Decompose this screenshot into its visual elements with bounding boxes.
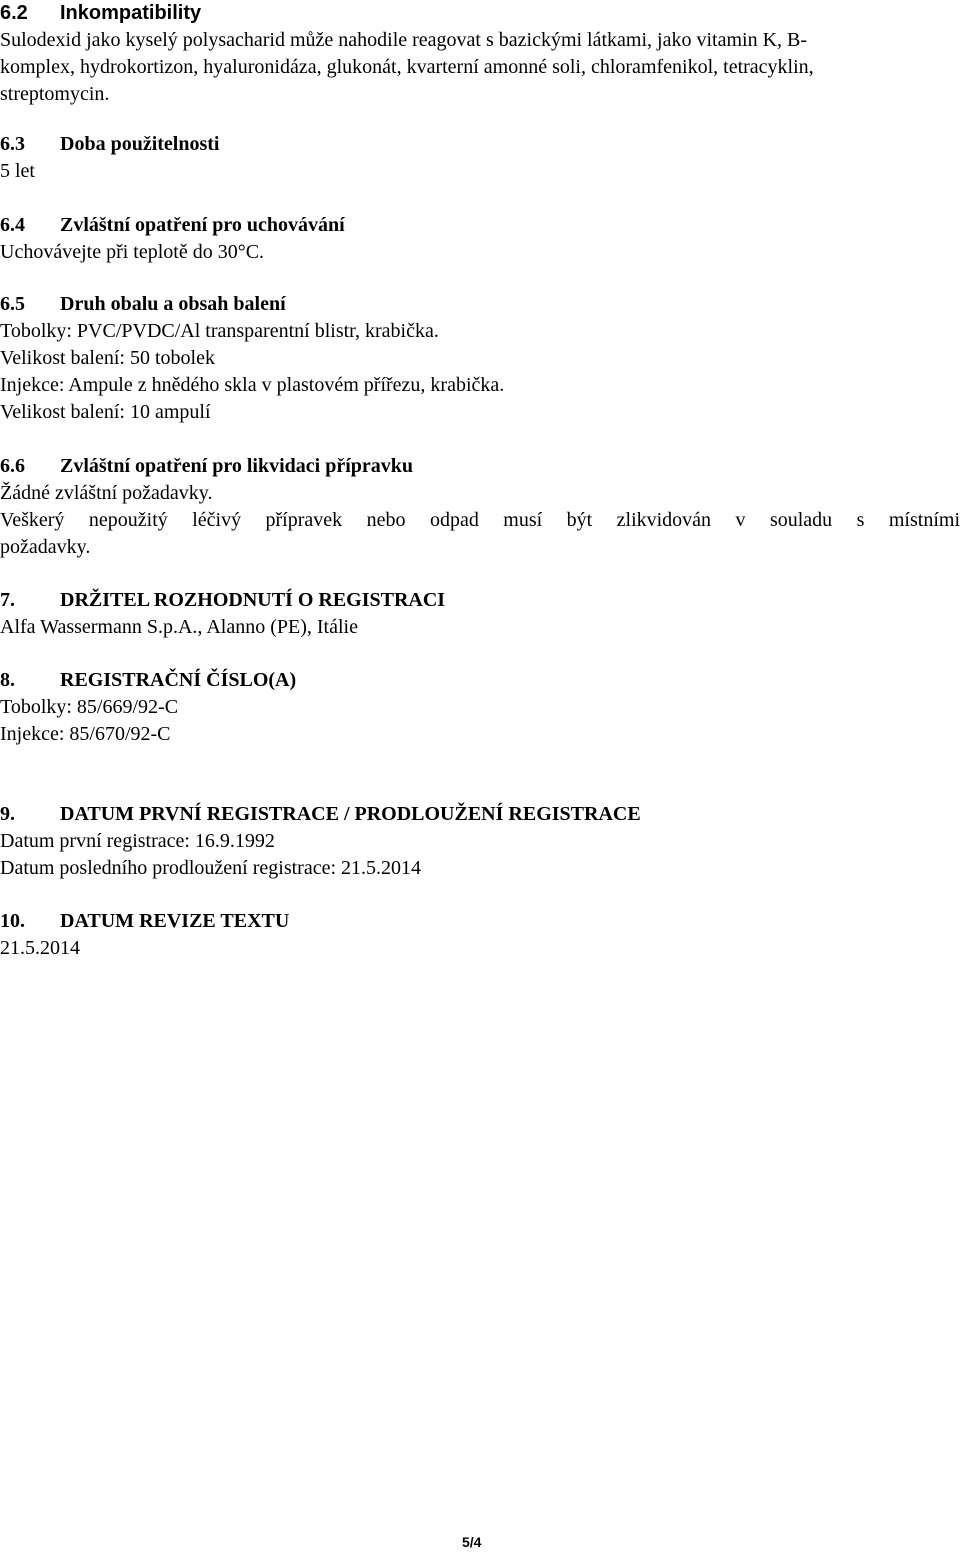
section-number: 6.3: [0, 133, 25, 155]
section-6-5: [0, 291, 960, 426]
section-heading: [0, 587, 960, 614]
section-number: 10.: [0, 910, 25, 932]
section-number: 6.2: [0, 2, 28, 24]
body-text-line: streptomycin.: [0, 83, 110, 105]
section-number: 9.: [0, 803, 15, 825]
body-text-line: komplex, hydrokortizon, hyaluronidáza, glukonát, kvarterní amonné soli, chloramfenikol, tetracyklin,: [0, 56, 814, 78]
section-7: [0, 587, 960, 641]
section-heading: [0, 291, 960, 318]
section-6-3: [0, 131, 960, 185]
body-text-line: 21.5.2014: [0, 937, 80, 959]
section-title: DATUM REVIZE TEXTU: [60, 910, 290, 932]
section-title: DATUM PRVNÍ REGISTRACE / PRODLOUŽENÍ REGISTRACE: [60, 803, 641, 825]
section-number: 6.6: [0, 455, 25, 477]
section-title: Zvláštní opatření pro uchovávání: [60, 214, 345, 236]
section-6-2: [0, 0, 960, 108]
section-heading: [0, 131, 960, 158]
body-text-line: Injekce: Ampule z hnědého skla v plastovém přířezu, krabička.: [0, 374, 505, 396]
section-number: 6.4: [0, 214, 25, 236]
section-heading: [0, 453, 960, 480]
section-heading: [0, 908, 960, 935]
section-8: [0, 667, 960, 748]
body-text-line: Datum posledního prodloužení registrace: 21.5.2014: [0, 857, 422, 879]
section-title: DRŽITEL ROZHODNUTÍ O REGISTRACI: [60, 589, 446, 611]
section-number: 7.: [0, 589, 15, 611]
section-title: REGISTRAČNÍ ČÍSLO(A): [60, 669, 297, 691]
page-number: 5/4: [462, 1534, 482, 1550]
section-6-4: [0, 212, 960, 266]
body-text-line: Tobolky: 85/669/92-C: [0, 696, 179, 718]
body-text-line: Velikost balení: 10 ampulí: [0, 401, 211, 423]
section-heading: [0, 667, 960, 694]
section-heading: [0, 801, 960, 828]
section-9: [0, 801, 960, 882]
body-text-line: požadavky.: [0, 536, 91, 558]
body-text-line: Žádné zvláštní požadavky.: [0, 482, 213, 504]
section-heading: [0, 212, 960, 239]
section-title: Druh obalu a obsah balení: [60, 293, 286, 315]
body-text-line: Veškerý nepoužitý léčivý přípravek nebo odpad musí být zlikvidován v souladu s místními: [0, 509, 960, 531]
section-heading: [0, 0, 960, 27]
section-number: 6.5: [0, 293, 25, 315]
section-6-6: [0, 453, 960, 561]
body-text-line: Velikost balení: 50 tobolek: [0, 347, 215, 369]
body-text-line: Sulodexid jako kyselý polysacharid může nahodile reagovat s bazickými látkami, jako vitamin K, B-: [0, 29, 808, 51]
section-10: [0, 908, 960, 962]
body-text-line: Tobolky: PVC/PVDC/Al transparentní blistr, krabička.: [0, 320, 439, 342]
section-number: 8.: [0, 669, 15, 691]
section-title: Inkompatibility: [60, 2, 202, 24]
section-title: Doba použitelnosti: [60, 133, 220, 155]
body-text-line: Uchovávejte při teplotě do 30°C.: [0, 241, 265, 263]
body-text-line: Injekce: 85/670/92-C: [0, 723, 171, 745]
body-text-line: 5 let: [0, 160, 35, 182]
body-text-line: Alfa Wassermann S.p.A., Alanno (PE), Itálie: [0, 616, 358, 638]
section-title: Zvláštní opatření pro likvidaci přípravku: [60, 455, 414, 477]
body-text-line: Datum první registrace: 16.9.1992: [0, 830, 275, 852]
